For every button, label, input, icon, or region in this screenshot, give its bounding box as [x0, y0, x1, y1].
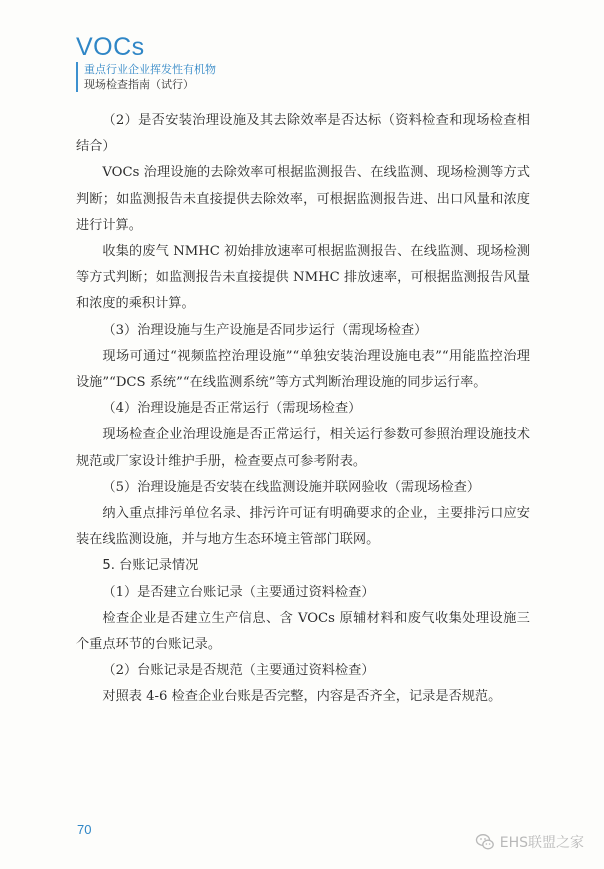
header-subtitle-line1: 重点行业企业挥发性有机物 — [84, 63, 216, 76]
paragraph: 收集的废气 NMHC 初始排放速率可根据监测报告、在线监测、现场检测等方式判断；如监测报告未直接提供 NMHC 排放速率，可根据监测报告风量和浓度的乘积计算。 — [76, 244, 530, 312]
paragraph-heading: （2）台账记录是否规范（主要通过资料检查） — [102, 663, 375, 679]
page-number: 70 — [77, 822, 92, 837]
section-heading: 5. 台账记录情况 — [102, 558, 199, 574]
paragraph-heading: （4）治理设施是否正常运行（需现场检查） — [102, 401, 362, 417]
paragraph-heading: （1）是否建立台账记录（主要通过资料检查） — [102, 584, 375, 600]
paragraph-heading: （3）治理设施与生产设施是否同步运行（需现场检查） — [102, 322, 428, 338]
document-body — [76, 108, 530, 711]
paragraph: 现场可通过“视频监控治理设施”“单独安装治理设施电表”“用能监控治理设施”“DCS 系统”“在线监测系统”等方式判断治理设施的同步运行率。 — [76, 348, 530, 391]
paragraph: 纳入重点排污单位名录、排污许可证有明确要求的企业，主要排污口应安装在线监测设施，并与地方生态环境主管部门联网。 — [76, 506, 530, 548]
header-subtitle — [76, 62, 216, 92]
watermark-text: EHS联盟之家 — [499, 835, 584, 851]
paragraph: 检查企业是否建立生产信息、含 VOCs 原辅材料和废气收集处理设施三个重点环节的台账记录。 — [76, 610, 530, 653]
paragraph-heading: （5）治理设施是否安装在线监测设施并联网验收（需现场检查） — [102, 479, 481, 495]
wechat-icon — [475, 832, 495, 852]
paragraph-heading: （2）是否安装治理设施及其去除效率是否达标（资料检查和现场检查相结合） — [76, 113, 530, 155]
paragraph: 现场检查企业治理设施是否正常运行，相关运行参数可参照治理设施技术规范或厂家设计维护手册，检查要点可参考附表。 — [76, 427, 530, 469]
watermark — [475, 832, 584, 852]
paragraph: VOCs 治理设施的去除效率可根据监测报告、在线监测、现场检测等方式判断；如监测报告未直接提供去除效率，可根据监测报告进、出口风量和浓度进行计算。 — [76, 165, 530, 233]
page-header — [76, 34, 216, 92]
brand-title: VOCs — [76, 33, 145, 61]
header-subtitle-line2: 现场检查指南（试行） — [84, 78, 194, 91]
paragraph: 对照表 4-6 检查企业台账是否完整，内容是否齐全，记录是否规范。 — [102, 689, 502, 705]
